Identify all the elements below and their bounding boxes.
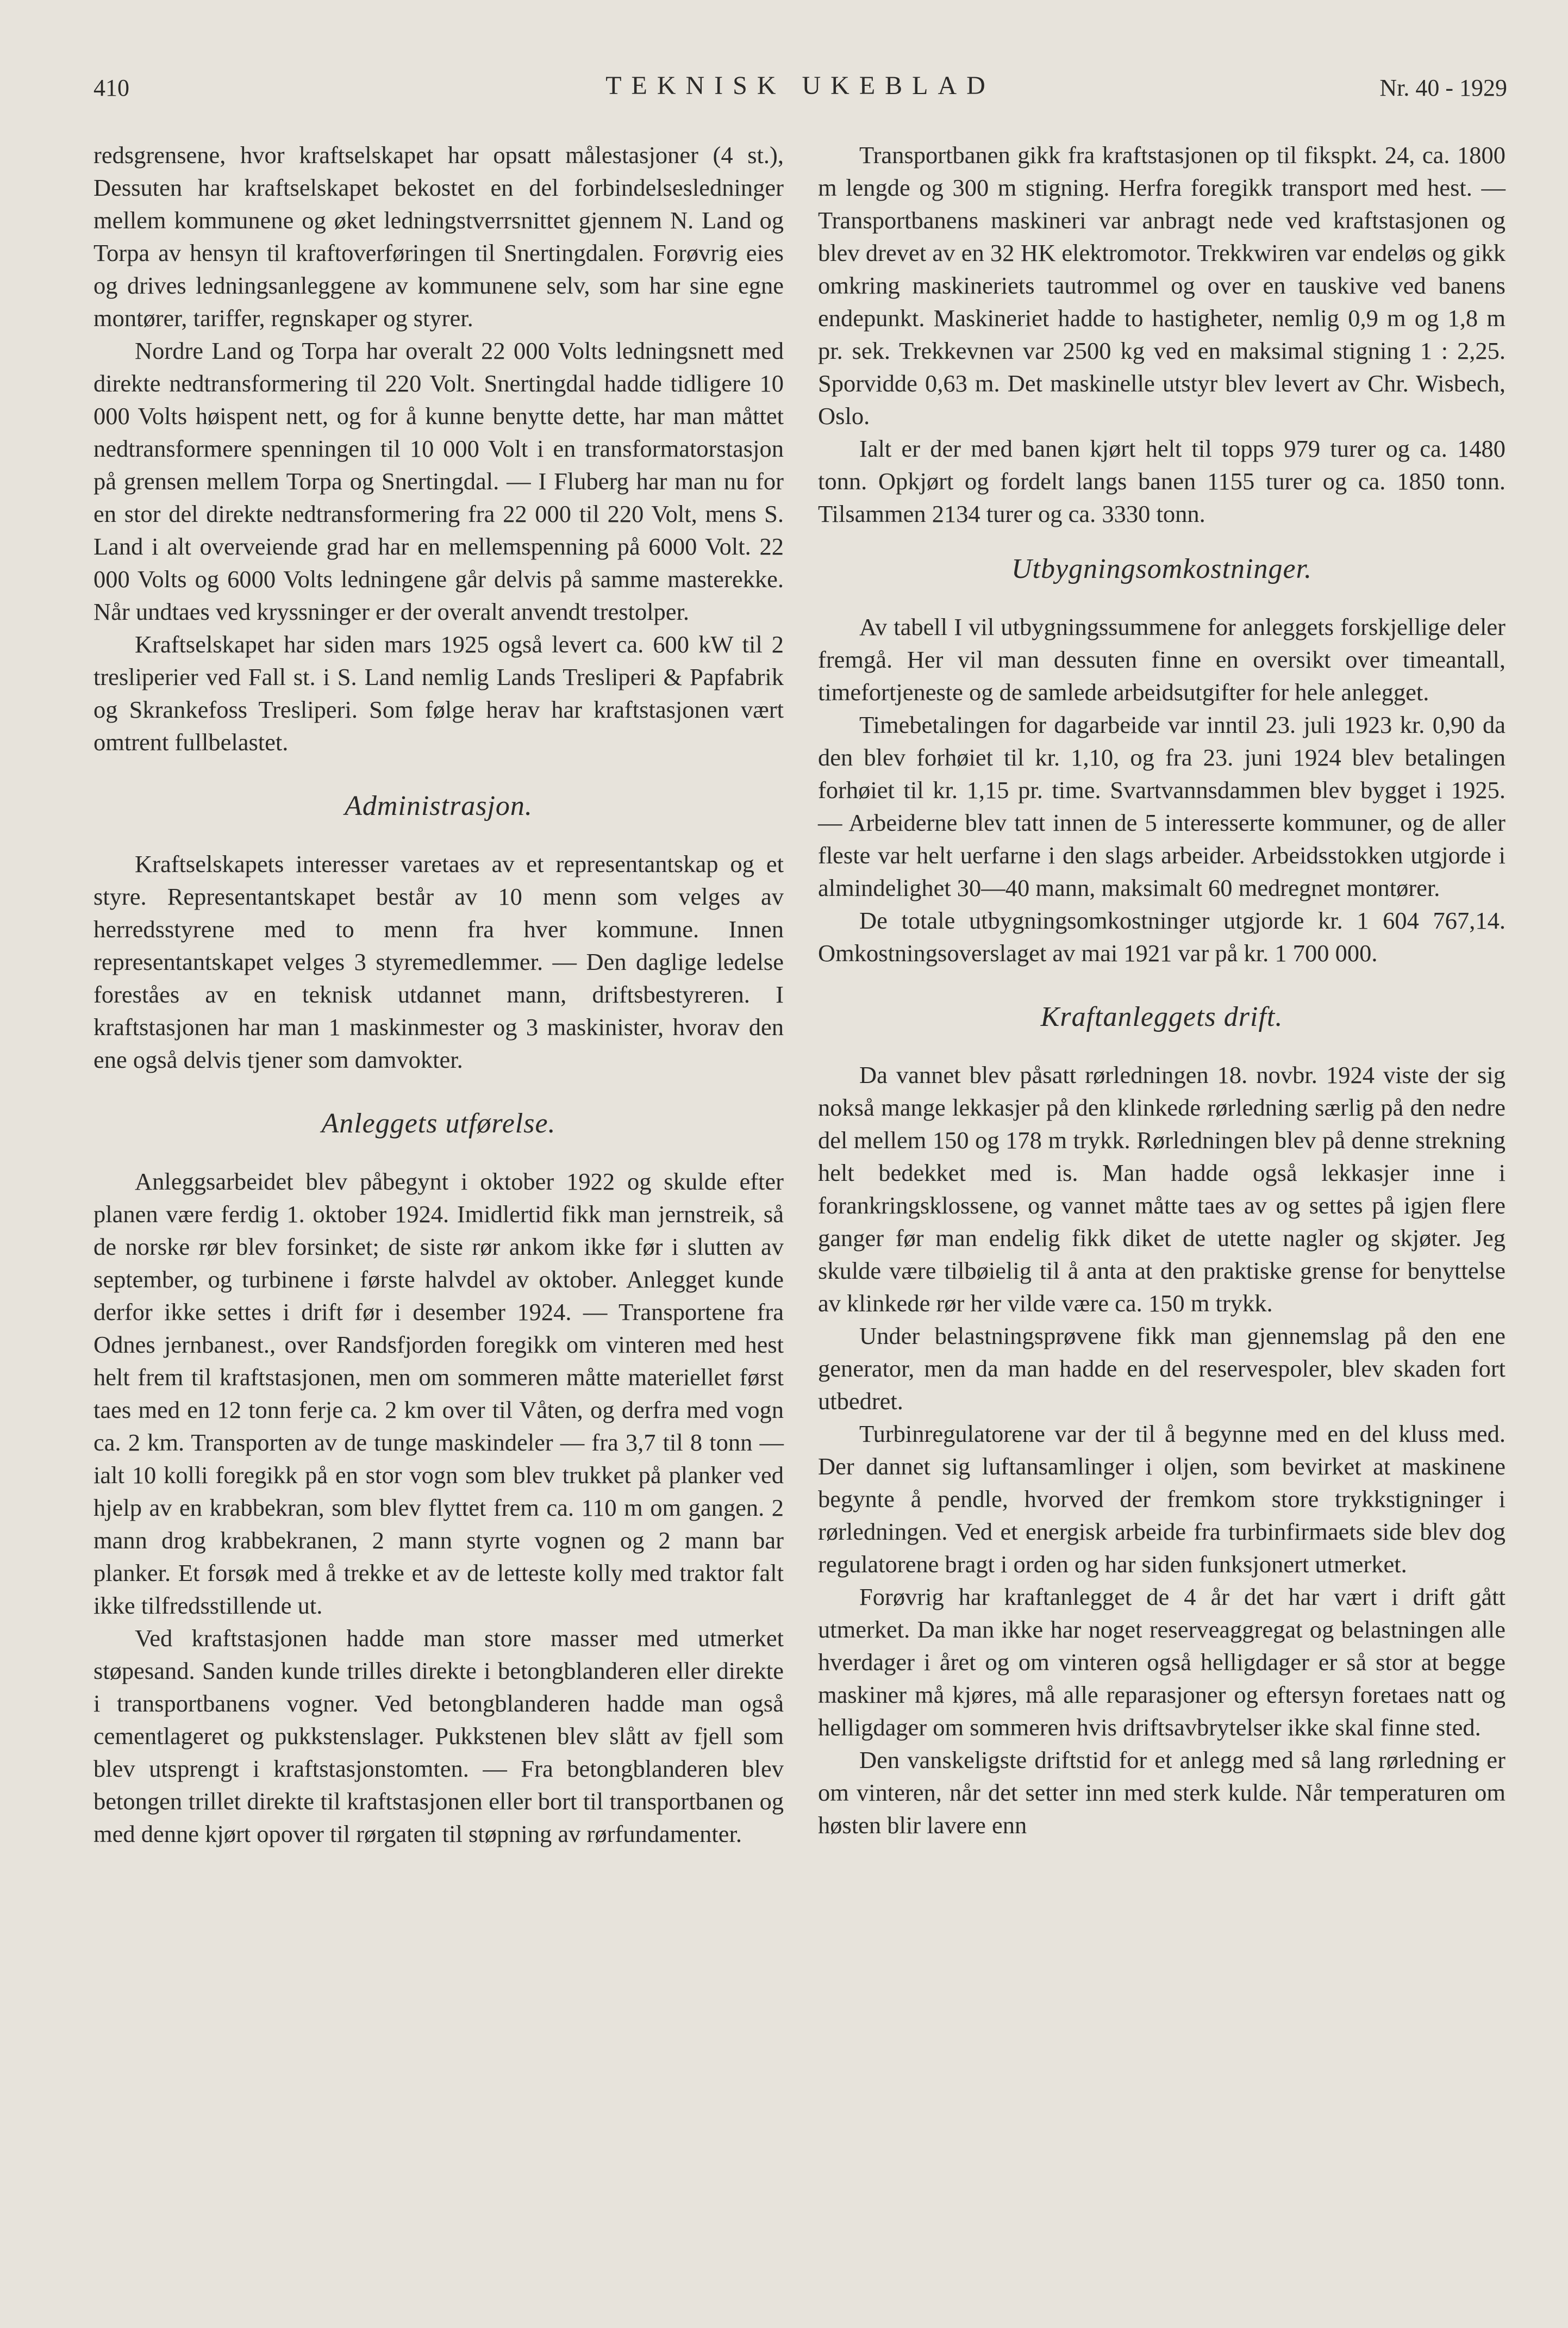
section-heading: Kraftanleggets drift.	[1040, 1001, 1283, 1032]
paragraph: Av tabell I vil utbygningssummene for anleggets forskjellige deler fremgå. Her vil man dessuten finne en oversikt over timeantall, timefortjeneste og de samlede arbeidsutgifter for hele anlegget.	[818, 613, 1505, 706]
journal-title: TEKNISK UKEBLAD	[605, 71, 995, 100]
paragraph: Under belastningsprøvene fikk man gjennemslag på den ene generator, men da man hadde en del reservespoler, blev skaden fort utbedret.	[818, 1322, 1505, 1415]
paragraph: Kraftselskapets interesser varetaes av et representantskap og et styre. Representantskapet består av 10 menn som velges av herredsstyrene med to menn fra hver kommune. Innen representantskapet velges 3 styremedlemmer. — Den daglige ledelse foreståes av en teknisk utdannet mann, driftsbestyreren. I kraftstasjonen har man 1 maskinmester og 3 maskinister, hvorav den ene også delvis tjener som damvokter.	[93, 850, 784, 1073]
paragraph: Transportbanen gikk fra kraftstasjonen op til fikspkt. 24, ca. 1800 m lengde og 300 m stigning. Herfra foregikk transport med hest. — Transportbanens maskineri var anbragt nede ved kraftstasjonen og blev drevet av en 32 HK elektromotor. Trekkwiren var endeløs og gikk omkring maskineriets tautrommel og over en tauskive ved banens endepunkt. Maskineriet hadde to hastigheter, nemlig 0,9 m og 1,8 m pr. sek. Trekkevnen var 2500 kg ved en maksimal stigning 1 : 2,25. Sporvidde 0,63 m. Det maskinelle utstyr blev levert av Chr. Wisbech, Oslo.	[818, 141, 1505, 430]
paragraph: Kraftselskapet har siden mars 1925 også levert ca. 600 kW til 2 tresliperier ved Fall st. i S. Land nemlig Lands Tresliperi & Papfabrik og Skrankefoss Tresliperi. Som følge herav har kraftstasjonen vært omtrent fullbelastet.	[93, 631, 784, 756]
paragraph: Anleggsarbeidet blev påbegynt i oktober 1922 og skulde efter planen være ferdig 1. oktober 1924. Imidlertid fikk man jernstreik, så de norske rør blev forsinket; de siste rør ankom ikke før i slutten av september, og turbinene i første halvdel av oktober. Anlegget kunde derfor ikke settes i drift før i desember 1924. — Transportene fra Odnes jernbanest., over Randsfjorden foregikk om vinteren med hest helt frem til kraftstasjonen, men om sommeren måtte materiellet først taes med en 12 tonn ferje ca. 2 km over til Våten, og derfra med vogn ca. 2 km. Transporten av de tunge maskindeler — fra 3,7 til 8 tonn — ialt 10 kolli foregikk på en stor vogn som blev trukket på planker ved hjelp av en krabbekran, som blev flyttet frem ca. 110 m om gangen. 2 mann drog krabbekranen, 2 mann styrte vognen og 2 mann bar planker. Et forsøk med å trekke et av de letteste kolly med traktor falt ikke tilfredsstillende ut.	[93, 1168, 784, 1619]
paragraph: Den vanskeligste driftstid for et anlegg med så lang rørledning er om vinteren, når det setter inn med sterk kulde. Når temperaturen om høsten blir lavere enn	[818, 1746, 1505, 1839]
section-heading: Administrasjon.	[345, 790, 533, 821]
page-number: 410	[93, 74, 129, 101]
paragraph: Forøvrig har kraftanlegget de 4 år det har vært i drift gått utmerket. Da man ikke har noget reserveaggregat og belastningen alle hverdager i året og om vinteren også helligdager er så stor at begge maskiner må kjøres, må alle reparasjoner og eftersyn foretaes natt og helligdager om sommeren hvis driftsavbrytelser ikke skal finne sted.	[818, 1583, 1505, 1741]
paragraph: redsgrensene, hvor kraftselskapet har opsatt målestasjoner (4 st.), Dessuten har kraftselskapet bekostet en del forbindelsesledninger mellem kommunene og øket ledningstverrsnittet gjennem N. Land og Torpa av hensyn til kraftoverføringen til Snertingdalen. Forøvrig eies og drives ledningsanleggene av kommunene selv, som har sine egne montører, tariffer, regnskaper og styrer.	[93, 141, 784, 332]
paragraph: Timebetalingen for dagarbeide var inntil 23. juli 1923 kr. 0,90 da den blev forhøiet til kr. 1,10, og fra 23. juni 1924 blev betalingen forhøiet til kr. 1,15 pr. time. Svartvannsdammen blev bygget i 1925. — Arbeiderne blev tatt innen de 5 interesserte kommuner, og de aller fleste var helt uerfarne i den slags arbeider. Arbeidsstokken utgjorde i almindelighet 30—40 mann, maksimalt 60 medregnet montører.	[818, 711, 1505, 901]
section-heading: Utbygningsomkostninger.	[1011, 553, 1313, 584]
paragraph: Turbinregulatorene var der til å begynne med en del kluss med. Der dannet sig luftansamlinger i oljen, som bevirket at maskinene begynte å pendle, hvorved der fremkom store trykkstigninger i rørledningen. Ved et energisk arbeide fra turbinfirmaets side blev dog regulatorene bragt i orden og har siden funksjonert utmerket.	[818, 1420, 1505, 1578]
right-column	[818, 139, 1505, 1841]
left-column	[93, 139, 784, 1850]
paragraph: Ved kraftstasjonen hadde man store masser med utmerket støpesand. Sanden kunde trilles direkte i betongblanderen eller direkte i transportbanens vogner. Ved betongblanderen hadde man også cementlageret og pukkstenslager. Pukkstenen blev slått av fjell som blev utsprengt i kraftstasjonstomten. — Fra betongblanderen blev betongen trillet direkte til kraftstasjonen eller bort til transportbanen og med denne kjørt opover til rørgaten til støpning av rørfundamenter.	[93, 1624, 784, 1847]
paragraph: Da vannet blev påsatt rørledningen 18. novbr. 1924 viste der sig nokså mange lekkasjer på den klinkede rørledning særlig på den nedre del mellem 150 og 178 m trykk. Rørledningen blev på denne strekning helt bedekket med is. Man hadde også lekkasjer inne i forankringsklossene, og vannet måtte taes av og settes på igjen flere ganger før man endelig fikk diket de utette nagler og skjøter. Jeg skulde være tilbøielig til å anta at den praktiske grense for benyttelse av klinkede rør her vilde være ca. 150 m trykk.	[818, 1061, 1505, 1317]
section-heading: Anleggets utførelse.	[321, 1108, 556, 1139]
paragraph: De totale utbygningsomkostninger utgjorde kr. 1 604 767,14. Omkostningsoverslaget av mai 1921 var på kr. 1 700 000.	[818, 907, 1505, 967]
paragraph: Nordre Land og Torpa har overalt 22 000 Volts ledningsnett med direkte nedtransformering til 220 Volt. Snertingdal hadde tidligere 10 000 Volts høispent nett, og for å kunne benytte dette, har man måttet nedtransformere spenningen til 10 000 Volt i en transformatorstasjon på grensen mellem Torpa og Snertingdal. — I Fluberg har man nu for en stor del direkte nedtransformering fra 22 000 til 220 Volt, mens S. Land i alt overveiende grad har en mellemspenning på 6000 Volt. 22 000 Volts og 6000 Volts ledningene går delvis på samme masterekke. Når undtaes ved kryssninger er der overalt anvendt trestolper.	[93, 337, 784, 625]
paragraph: Ialt er der med banen kjørt helt til topps 979 turer og ca. 1480 tonn. Opkjørt og fordelt langs banen 1155 turer og ca. 1850 tonn. Tilsammen 2134 turer og ca. 3330 tonn.	[818, 435, 1505, 527]
issue-number: Nr. 40 - 1929	[1379, 74, 1507, 101]
page-header	[93, 71, 1507, 109]
